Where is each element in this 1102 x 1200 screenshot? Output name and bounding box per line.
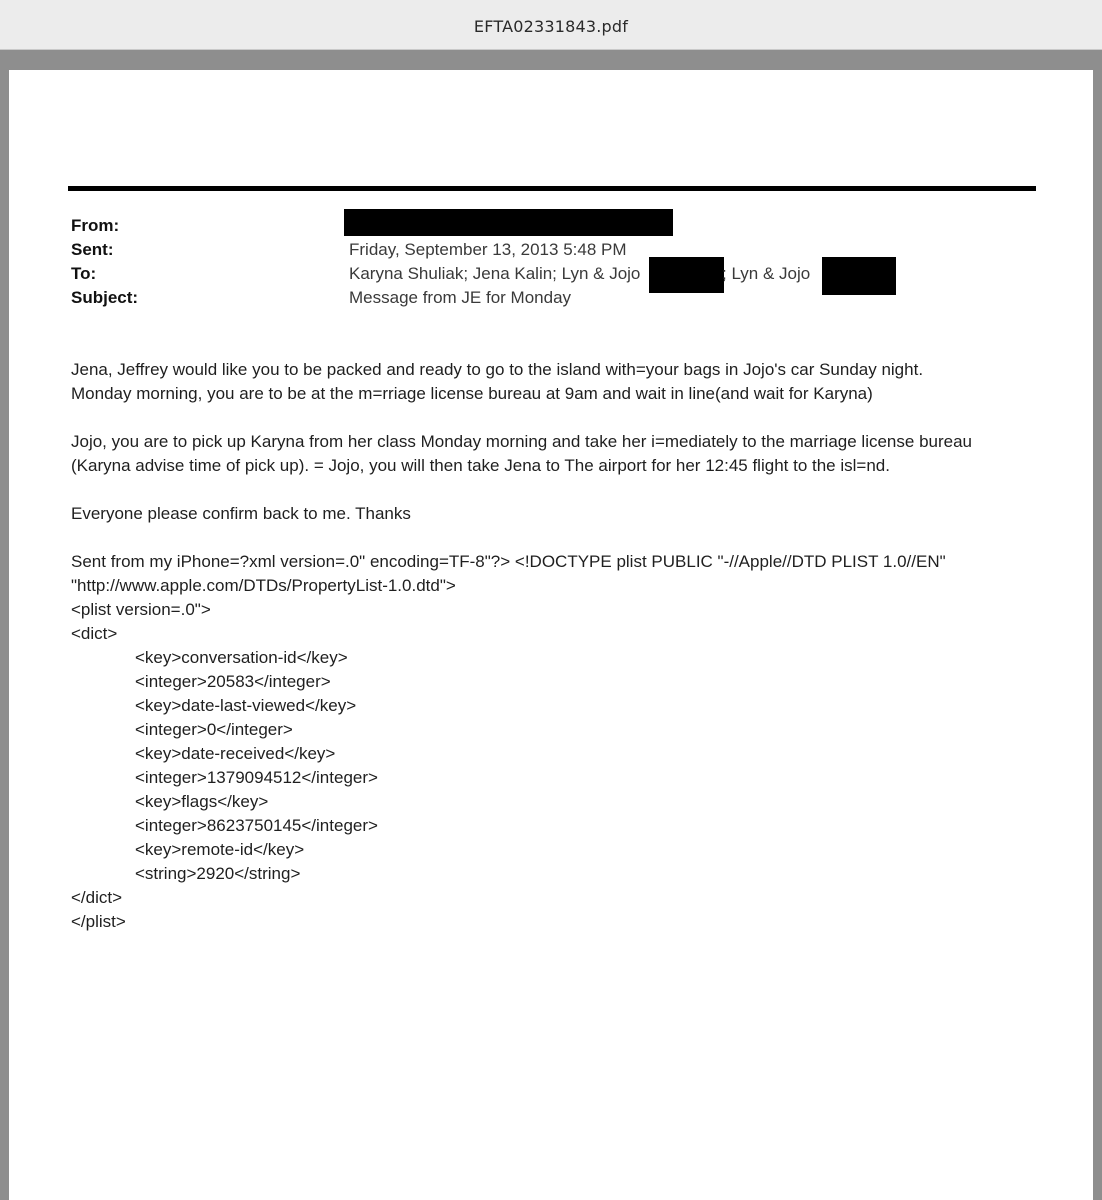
sent-label: Sent: [71,240,114,259]
plist-line: <plist version=.0"> [71,600,211,619]
signature-line-2: "http://www.apple.com/DTDs/PropertyList-1.0.dtd"> [71,576,456,595]
to-redaction-1 [649,257,724,293]
body-paragraph-1-line-1: Jena, Jeffrey would like you to be packed and ready to go to the island with=your bags in Jojo's car Sunday night. [71,360,924,379]
plist-line: <key>date-last-viewed</key> [135,696,357,715]
plist-line: <key>conversation-id</key> [135,648,348,667]
plist-line: <dict> [71,624,118,643]
plist-line: <key>date-received</key> [135,744,336,763]
plist-line: <integer>0</integer> [135,720,293,739]
from-redaction [344,209,673,236]
to-redaction-2 [822,257,896,295]
signature-line-1: Sent from my iPhone=?xml version=.0" encoding=TF-8"?> <!DOCTYPE plist PUBLIC "-//Apple//DTD PLIST 1.0//EN" [71,552,946,571]
plist-line: <integer>1379094512</integer> [135,768,378,787]
body-paragraph-2-line-2: (Karyna advise time of pick up). = Jojo, you will then take Jena to The airport for her 12:45 flight to the isl=nd. [71,456,890,475]
body-paragraph-3: Everyone please confirm back to me. Thanks [71,504,411,523]
window-title: EFTA02331843.pdf [0,0,1102,50]
pdf-page [9,70,1093,1200]
plist-line: </dict> [71,888,123,907]
plist-line: <integer>8623750145</integer> [135,816,378,835]
to-value-part1: Karyna Shuliak; Jena Kalin; Lyn & Jojo [349,264,641,283]
from-label: From: [71,216,120,235]
subject-label: Subject: [71,288,139,307]
header-rule [68,186,1036,191]
plist-line: <key>remote-id</key> [135,840,305,859]
plist-line: <key>flags</key> [135,792,269,811]
sent-value: Friday, September 13, 2013 5:48 PM [349,240,627,259]
subject-value: Message from JE for Monday [349,288,572,307]
plist-line: <string>2920</string> [135,864,301,883]
to-label: To: [71,264,97,283]
body-paragraph-1-line-2: Monday morning, you are to be at the m=rriage license bureau at 9am and wait in line(and wait for Karyna) [71,384,873,403]
plist-line: <integer>20583</integer> [135,672,331,691]
body-paragraph-2-line-1: Jojo, you are to pick up Karyna from her class Monday morning and take her i=mediately to the marriage license bureau [71,432,972,451]
to-value-part2: ; Lyn & Jojo [722,264,811,283]
plist-line: </plist> [71,912,126,931]
